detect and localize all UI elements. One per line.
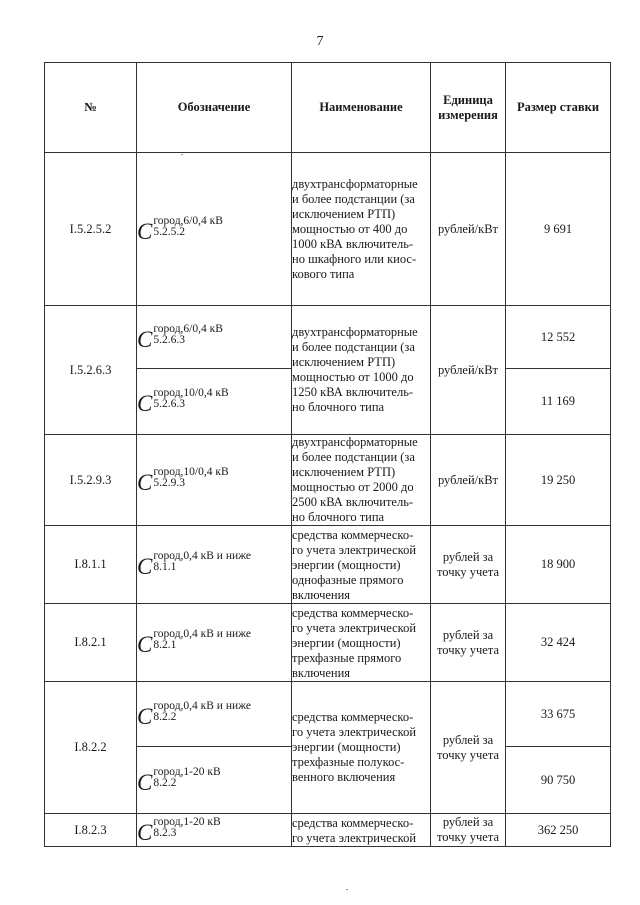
designation-cell bbox=[137, 306, 292, 369]
name-cell: двухтрансформаторные и более подстанции (за исключением РТП) мощностью от 1000 до 1250 кВА включитель- но блочного типа bbox=[292, 306, 431, 435]
symbol-subscript: 8.2.1 bbox=[153, 639, 177, 651]
symbol-subscript: 8.2.2 bbox=[153, 710, 177, 723]
symbol-subscript: 5.2.9.3 bbox=[153, 476, 185, 489]
designation-cell bbox=[137, 369, 292, 435]
designation-cell bbox=[137, 814, 292, 847]
designation-symbol: C город,0,4 кВ и ниже 8.2.1 bbox=[137, 628, 252, 657]
rate-cell: 19 250 bbox=[506, 435, 611, 526]
symbol-superscript: город,6/0,4 кВ bbox=[153, 322, 223, 335]
name-cell: средства коммерческо- го учета электрической энергии (мощности) однофазные прямого включения bbox=[292, 526, 431, 604]
symbol-superscript: город,0,4 кВ и ниже bbox=[153, 699, 252, 712]
table-row bbox=[45, 526, 611, 604]
rate-cell: 32 424 bbox=[506, 604, 611, 682]
symbol-superscript: город,10/0,4 кВ bbox=[153, 465, 229, 478]
row-number: I.8.2.2 bbox=[45, 682, 137, 814]
rate-cell: 18 900 bbox=[506, 526, 611, 604]
designation-symbol: C город,0,4 кВ и ниже 8.2.2 bbox=[137, 699, 252, 729]
unit-cell: рублей/кВт bbox=[431, 435, 506, 526]
designation-symbol: C город,6/0,4 кВ 5.2.6.3 bbox=[137, 322, 223, 352]
symbol-subscript: 8.2.2 bbox=[153, 776, 177, 789]
rate-cell: 33 675 bbox=[506, 682, 611, 747]
table-row bbox=[45, 604, 611, 682]
designation-symbol: C город,6/0,4 кВ 5.2.5.2 bbox=[137, 214, 223, 244]
page-number: 7 bbox=[316, 34, 324, 49]
designation-symbol: C город,10/0,4 кВ 5.2.9.3 bbox=[137, 465, 229, 495]
designation-cell bbox=[137, 747, 292, 814]
designation-symbol: C город,0,4 кВ и ниже 8.1.1 bbox=[137, 550, 252, 579]
symbol-superscript: город,6/0,4 кВ bbox=[153, 214, 223, 227]
symbol-superscript: город,1-20 кВ bbox=[153, 815, 221, 828]
header-name: Наименование bbox=[292, 63, 431, 153]
unit-cell: рублей за точку учета bbox=[431, 526, 506, 604]
designation-symbol: C город,1-20 кВ 8.2.2 bbox=[137, 765, 221, 795]
header-unit: Единица измерения bbox=[431, 63, 506, 153]
rate-cell: 362 250 bbox=[506, 814, 611, 847]
name-cell: средства коммерческо- го учета электрической энергии (мощности) трехфазные прямого включения bbox=[292, 604, 431, 682]
row-number: I.5.2.6.3 bbox=[45, 306, 137, 435]
scan-speck bbox=[181, 154, 183, 155]
symbol-subscript: 8.2.3 bbox=[153, 826, 177, 839]
tariff-table bbox=[44, 62, 611, 847]
designation-cell bbox=[137, 153, 292, 306]
scan-speck bbox=[346, 889, 348, 890]
name-cell: средства коммерческо- го учета электрической энергии (мощности) трехфазные полукос- венного включения bbox=[292, 682, 431, 814]
row-number: I.8.2.1 bbox=[45, 604, 137, 682]
symbol-superscript: город,10/0,4 кВ bbox=[153, 387, 229, 399]
symbol-superscript: город,0,4 кВ и ниже bbox=[153, 628, 252, 640]
designation-cell bbox=[137, 604, 292, 682]
row-number: I.8.1.1 bbox=[45, 526, 137, 604]
symbol-subscript: 5.2.6.3 bbox=[153, 333, 185, 346]
name-cell: средства коммерческо- го учета электрической bbox=[292, 814, 431, 847]
symbol-superscript: город,1-20 кВ bbox=[153, 765, 221, 778]
unit-cell: рублей за точку учета bbox=[431, 604, 506, 682]
name-cell: двухтрансформаторные и более подстанции (за исключением РТП) мощностью от 400 до 1000 кВА включитель- но шкафного или киос- кового типа bbox=[292, 153, 431, 306]
symbol-subscript: 5.2.6.3 bbox=[153, 398, 185, 410]
designation-cell bbox=[137, 682, 292, 747]
rate-cell: 9 691 bbox=[506, 153, 611, 306]
rate-cell: 11 169 bbox=[506, 369, 611, 435]
unit-cell: рублей за точку учета bbox=[431, 682, 506, 814]
unit-cell: рублей/кВт bbox=[431, 153, 506, 306]
row-number: I.5.2.5.2 bbox=[45, 153, 137, 306]
table-header-row bbox=[45, 63, 611, 153]
designation-cell bbox=[137, 435, 292, 526]
table-row bbox=[45, 435, 611, 526]
designation-symbol: C город,1-20 кВ 8.2.3 bbox=[137, 815, 221, 845]
row-number: I.5.2.9.3 bbox=[45, 435, 137, 526]
unit-cell: рублей за точку учета bbox=[431, 814, 506, 847]
designation-symbol: C город,10/0,4 кВ 5.2.6.3 bbox=[137, 387, 229, 416]
header-designation: Обозначение bbox=[137, 63, 292, 153]
designation-cell bbox=[137, 526, 292, 604]
unit-cell: рублей/кВт bbox=[431, 306, 506, 435]
table-row bbox=[45, 306, 611, 369]
name-cell: двухтрансформаторные и более подстанции (за исключением РТП) мощностью от 2000 до 2500 кВА включитель- но блочного типа bbox=[292, 435, 431, 526]
symbol-subscript: 8.1.1 bbox=[153, 561, 177, 573]
table-row bbox=[45, 153, 611, 306]
symbol-subscript: 5.2.5.2 bbox=[153, 225, 185, 238]
header-number: № bbox=[45, 63, 137, 153]
row-number: I.8.2.3 bbox=[45, 814, 137, 847]
table-row bbox=[45, 814, 611, 847]
rate-cell: 12 552 bbox=[506, 306, 611, 369]
table-row bbox=[45, 682, 611, 747]
rate-cell: 90 750 bbox=[506, 747, 611, 814]
symbol-superscript: город,0,4 кВ и ниже bbox=[153, 550, 252, 562]
header-rate: Размер ставки bbox=[506, 63, 611, 153]
